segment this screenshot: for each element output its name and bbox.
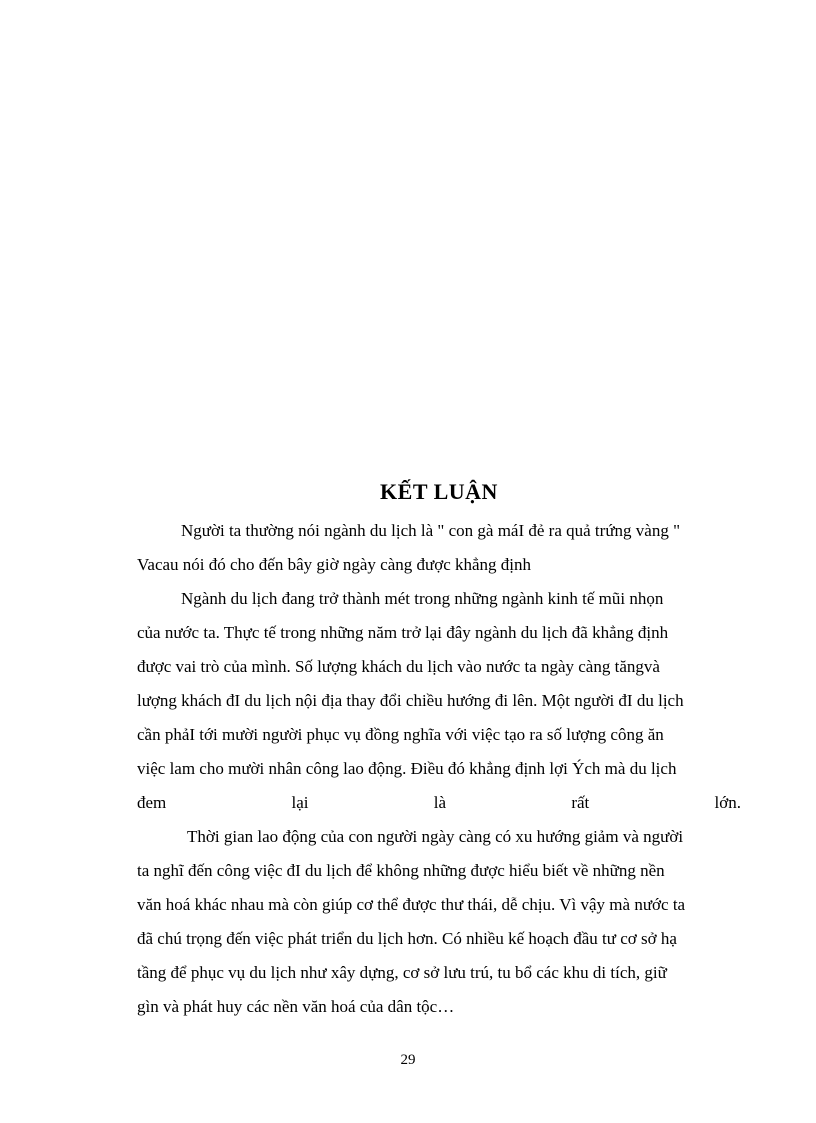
- word: rất: [571, 793, 590, 812]
- paragraph-line: của nước ta. Thực tế trong những năm trở lại đây ngành du lịch đã khẳng định: [137, 623, 669, 642]
- word: đem: [137, 793, 167, 812]
- page-title: KẾT LUẬN: [380, 479, 498, 504]
- paragraph-line: Vacau nói đó cho đến bây giờ ngày càng được khẳng định: [137, 555, 532, 574]
- word: là: [433, 793, 447, 812]
- paragraph-line: lượng khách đI du lịch nội địa thay đổi chiều hướng đi lên. Một người đI du lịch: [137, 691, 684, 710]
- paragraph-3: [137, 820, 741, 1024]
- page-number: 29: [400, 1052, 416, 1068]
- paragraph-line: được vai trò của mình. Số lượng khách du lịch vào nước ta ngày càng tăngvà: [137, 657, 660, 676]
- paragraph-line: văn hoá khác nhau mà còn giúp cơ thể được thư thái, dễ chịu. Vì vậy mà nước ta: [137, 895, 686, 914]
- paragraph-line: cần phảI tới mười người phục vụ đồng nghĩa với việc tạo ra số lượng công ăn: [137, 725, 664, 744]
- paragraph-line: Ngành du lịch đang trở thành mét trong những ngành kinh tế mũi nhọn: [181, 589, 664, 608]
- paragraph-1: [137, 514, 741, 582]
- paragraph-2: [137, 582, 741, 820]
- word: lớn.: [714, 793, 741, 812]
- paragraph-line: việc lam cho mười nhân công lao động. Điều đó khẳng định lợi Ých mà du lịch: [137, 759, 677, 778]
- word: lại: [291, 793, 309, 812]
- paragraph-line: gìn và phát huy các nền văn hoá của dân tộc…: [137, 997, 455, 1016]
- paragraph-line: Thời gian lao động của con người ngày càng có xu hướng giảm và người: [187, 827, 684, 846]
- paragraph-line: Người ta thường nói ngành du lịch là " con gà máI đẻ ra quả trứng vàng ": [181, 521, 681, 540]
- paragraph-last-line: [137, 786, 741, 820]
- paragraph-line: đã chú trọng đến việc phát triển du lịch hơn. Có nhiều kế hoạch đầu tư cơ sở hạ: [137, 929, 677, 948]
- paragraph-line: tầng để phục vụ du lịch như xây dựng, cơ sở lưu trú, tu bổ các khu di tích, giữ: [137, 963, 667, 982]
- page-content: [137, 476, 741, 1024]
- paragraph-line: ta nghĩ đến công việc đI du lịch để không những được hiểu biết về những nền: [137, 861, 665, 880]
